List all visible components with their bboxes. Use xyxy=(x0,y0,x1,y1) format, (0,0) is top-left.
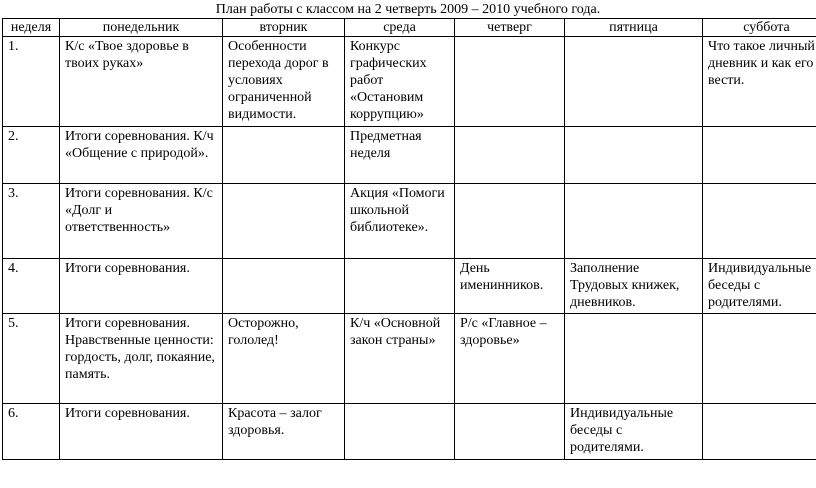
wednesday-cell xyxy=(345,259,455,314)
wednesday-cell: Конкурс графических работ «Остановим коррупцию» xyxy=(345,37,455,127)
friday-cell xyxy=(565,37,703,127)
header-monday: понедельник xyxy=(60,19,223,37)
header-saturday: суббота xyxy=(703,19,816,37)
monday-cell: Итоги соревнования. К/ч «Общение с природой». xyxy=(60,127,223,184)
thursday-cell xyxy=(455,37,565,127)
week-cell: 2. xyxy=(3,127,60,184)
tuesday-cell xyxy=(223,184,345,259)
week-cell: 3. xyxy=(3,184,60,259)
week-cell: 6. xyxy=(3,404,60,460)
table-row xyxy=(3,259,816,314)
table-row xyxy=(3,184,816,259)
header-tuesday: вторник xyxy=(223,19,345,37)
friday-cell xyxy=(565,127,703,184)
saturday-cell xyxy=(703,184,816,259)
tuesday-cell xyxy=(223,127,345,184)
tuesday-cell: Осторожно, гололед! xyxy=(223,314,345,404)
table-row xyxy=(3,314,816,404)
monday-cell: К/с «Твое здоровье в твоих руках» xyxy=(60,37,223,127)
friday-cell xyxy=(565,314,703,404)
header-thursday: четверг xyxy=(455,19,565,37)
monday-cell: Итоги соревнования. К/с «Долг и ответственность» xyxy=(60,184,223,259)
table-row xyxy=(3,404,816,460)
thursday-cell: День именинников. xyxy=(455,259,565,314)
thursday-cell xyxy=(455,404,565,460)
tuesday-cell xyxy=(223,259,345,314)
saturday-cell xyxy=(703,314,816,404)
wednesday-cell: К/ч «Основной закон страны» xyxy=(345,314,455,404)
table-row xyxy=(3,127,816,184)
thursday-cell: Р/с «Главное – здоровье» xyxy=(455,314,565,404)
monday-cell: Итоги соревнования. Нравственные ценности: гордость, долг, покаяние, память. xyxy=(60,314,223,404)
friday-cell: Заполнение Трудовых книжек, дневников. xyxy=(565,259,703,314)
header-week: неделя xyxy=(3,19,60,37)
header-friday: пятница xyxy=(565,19,703,37)
saturday-cell: Что такое личный дневник и как его вести. xyxy=(703,37,816,127)
page-title: План работы с классом на 2 четверть 2009 – 2010 учебного года. xyxy=(215,2,601,17)
table-row xyxy=(3,37,816,127)
header-row xyxy=(3,19,816,37)
monday-cell: Итоги соревнования. xyxy=(60,259,223,314)
saturday-cell: Индивидуальные беседы с родителями. xyxy=(703,259,816,314)
saturday-cell xyxy=(703,404,816,460)
friday-cell xyxy=(565,184,703,259)
thursday-cell xyxy=(455,127,565,184)
saturday-cell xyxy=(703,127,816,184)
friday-cell: Индивидуальные беседы с родителями. xyxy=(565,404,703,460)
week-cell: 4. xyxy=(3,259,60,314)
header-wednesday: среда xyxy=(345,19,455,37)
monday-cell: Итоги соревнования. xyxy=(60,404,223,460)
week-cell: 5. xyxy=(3,314,60,404)
wednesday-cell xyxy=(345,404,455,460)
thursday-cell xyxy=(455,184,565,259)
plan-table xyxy=(2,18,816,460)
tuesday-cell: Особенности перехода дорог в условиях ограниченной видимости. xyxy=(223,37,345,127)
week-cell: 1. xyxy=(3,37,60,127)
wednesday-cell: Предметная неделя xyxy=(345,127,455,184)
wednesday-cell: Акция «Помоги школьной библиотеке». xyxy=(345,184,455,259)
tuesday-cell: Красота – залог здоровья. xyxy=(223,404,345,460)
